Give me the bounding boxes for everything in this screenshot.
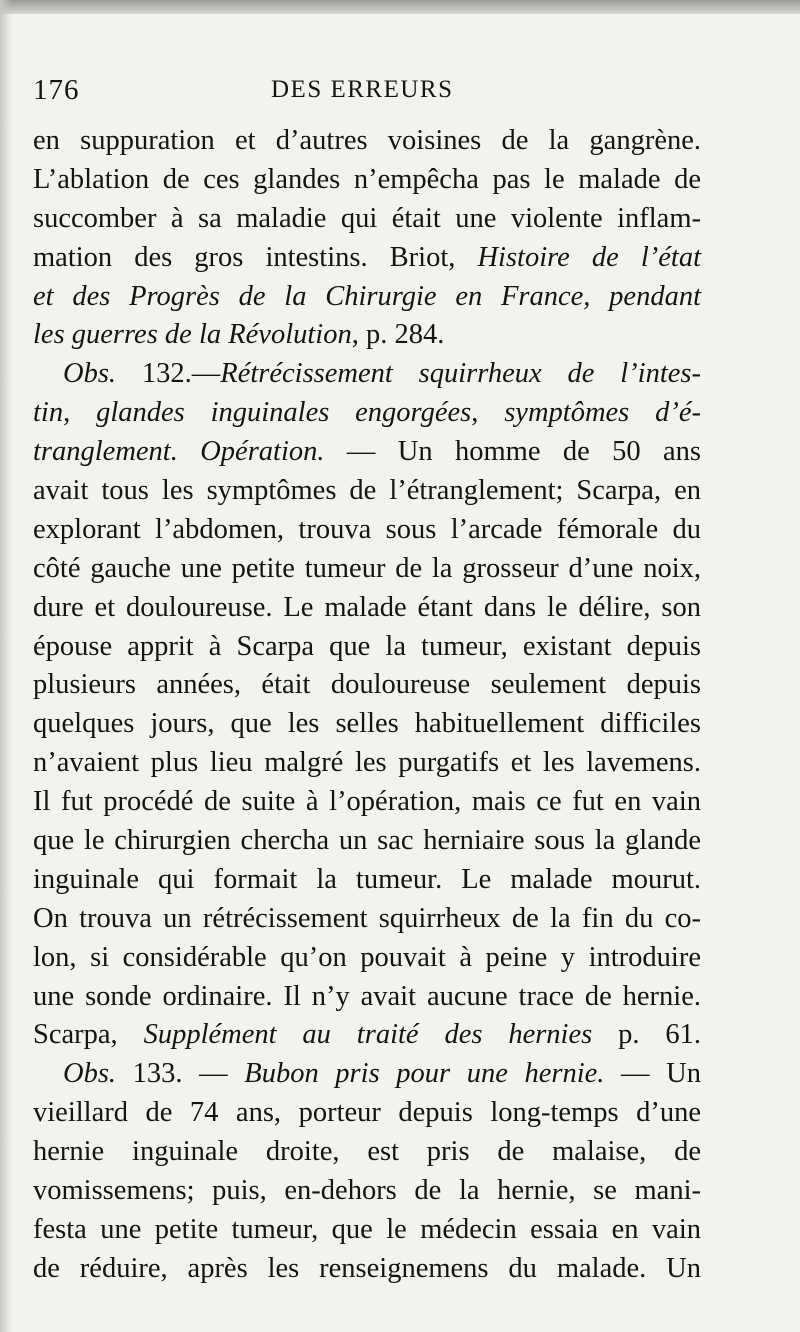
italic-text: Supplément au traité des hernies <box>143 1019 593 1051</box>
text-segment: épouse apprit à Scarpa que la tumeur, existant depuis <box>33 630 701 662</box>
text-segment: Il fut procédé de suite à l’opération, mais ce fut en vain <box>33 786 701 818</box>
page-header <box>33 74 693 114</box>
text-segment: en suppuration et d’autres voisines de la gangrène. <box>33 125 701 156</box>
text-line <box>33 472 701 511</box>
text-line <box>33 161 701 200</box>
text-line <box>33 1250 701 1289</box>
text-segment: plusieurs années, était douloureuse seulement depuis <box>33 669 701 701</box>
text-segment: , <box>471 397 505 429</box>
text-segment: quelques jours, que les selles habituellement difficiles <box>33 708 701 740</box>
text-segment: 132.— <box>116 358 221 390</box>
text-segment: de réduire, après les renseignemens du malade. Un <box>33 1252 701 1284</box>
page-gutter-shadow <box>0 0 12 1332</box>
text-line <box>33 394 701 433</box>
text-line <box>33 355 701 394</box>
text-segment: une sonde ordinaire. Il n’y avait aucune trace de hernie. <box>33 980 701 1012</box>
text-segment: mation des gros intestins. Briot, <box>33 241 478 273</box>
text-line <box>33 278 701 317</box>
italic-text: les guerres de la Révolution <box>33 319 352 351</box>
text-segment: lon, si considérable qu’on pouvait à peine y introduire <box>33 941 701 973</box>
text-line <box>33 589 701 628</box>
text-segment: On trouva un rétrécissement squirrheux de la fin du co- <box>33 902 701 934</box>
text-segment: — Un <box>604 1058 701 1090</box>
italic-text: Bubon pris pour une hernie. <box>244 1058 605 1090</box>
text-line <box>33 978 701 1017</box>
text-segment: vomissemens; puis, en-dehors de la hernie, se mani- <box>33 1175 701 1207</box>
text-line <box>33 783 701 822</box>
text-line <box>33 705 701 744</box>
body-text <box>33 122 701 1289</box>
text-line <box>33 433 701 472</box>
text-segment: inguinale qui formait la tumeur. Le malade mourut. <box>33 863 701 895</box>
text-segment: — Un homme de 50 ans <box>324 436 701 468</box>
page-top-edge <box>0 0 800 14</box>
text-line <box>33 511 701 550</box>
text-line <box>33 900 701 939</box>
italic-text: Obs. <box>63 1058 117 1090</box>
text-segment: Scarpa, <box>33 1019 144 1051</box>
italic-text: tin <box>33 397 64 429</box>
italic-text: et des Progrès de la Chirurgie en France, pendant <box>33 280 701 312</box>
text-segment: festa une petite tumeur, que le médecin essaia en vain <box>33 1213 701 1245</box>
text-segment: vieillard de 74 ans, porteur depuis long-temps d’une <box>33 1097 701 1129</box>
italic-text: Histoire de l’état <box>477 241 701 273</box>
text-segment: , <box>63 397 97 429</box>
text-line <box>33 1094 701 1133</box>
text-line <box>33 628 701 667</box>
text-segment: n’avaient plus lieu malgré les purgatifs et les lavemens. <box>33 747 701 779</box>
italic-text: tranglement. Opération. <box>33 436 325 468</box>
text-segment: succomber à sa maladie qui était une violente inflam- <box>33 202 701 234</box>
italic-text: symptômes d’é- <box>504 397 701 429</box>
text-line <box>33 1211 701 1250</box>
text-segment: côté gauche une petite tumeur de la grosseur d’une noix, <box>33 552 701 584</box>
italic-text: Obs. <box>63 358 117 390</box>
text-line <box>33 1133 701 1172</box>
text-line <box>33 1016 701 1055</box>
running-head: DES ERREURS <box>271 76 454 103</box>
text-line <box>33 122 701 161</box>
text-line <box>33 239 701 278</box>
text-line <box>33 550 701 589</box>
text-line <box>33 1172 701 1211</box>
text-segment: avait tous les symptômes de l’étranglement; Scarpa, en <box>33 475 701 507</box>
text-line <box>33 822 701 861</box>
text-segment: p. 61. <box>592 1019 702 1051</box>
text-segment: , p. 284. <box>351 319 445 351</box>
text-line <box>33 939 701 978</box>
text-segment: explorant l’abdomen, trouva sous l’arcade fémorale du <box>33 513 701 545</box>
text-segment: hernie inguinale droite, est pris de malaise, de <box>33 1136 701 1168</box>
text-line <box>33 316 701 355</box>
italic-text: glandes inguinales engorgées <box>96 397 472 429</box>
text-segment: que le chirurgien chercha un sac herniaire sous la glande <box>33 825 701 857</box>
italic-text: Rétrécissement squirrheux de l’intes- <box>220 358 701 390</box>
text-line <box>33 666 701 705</box>
page-number: 176 <box>33 74 80 106</box>
text-line <box>33 861 701 900</box>
text-line <box>33 1055 701 1094</box>
text-segment: dure et douloureuse. Le malade étant dans le délire, son <box>33 591 701 623</box>
text-line <box>33 200 701 239</box>
text-segment: L’ablation de ces glandes n’empêcha pas le malade de <box>33 163 701 195</box>
text-segment: 133. — <box>116 1058 245 1090</box>
text-line <box>33 744 701 783</box>
